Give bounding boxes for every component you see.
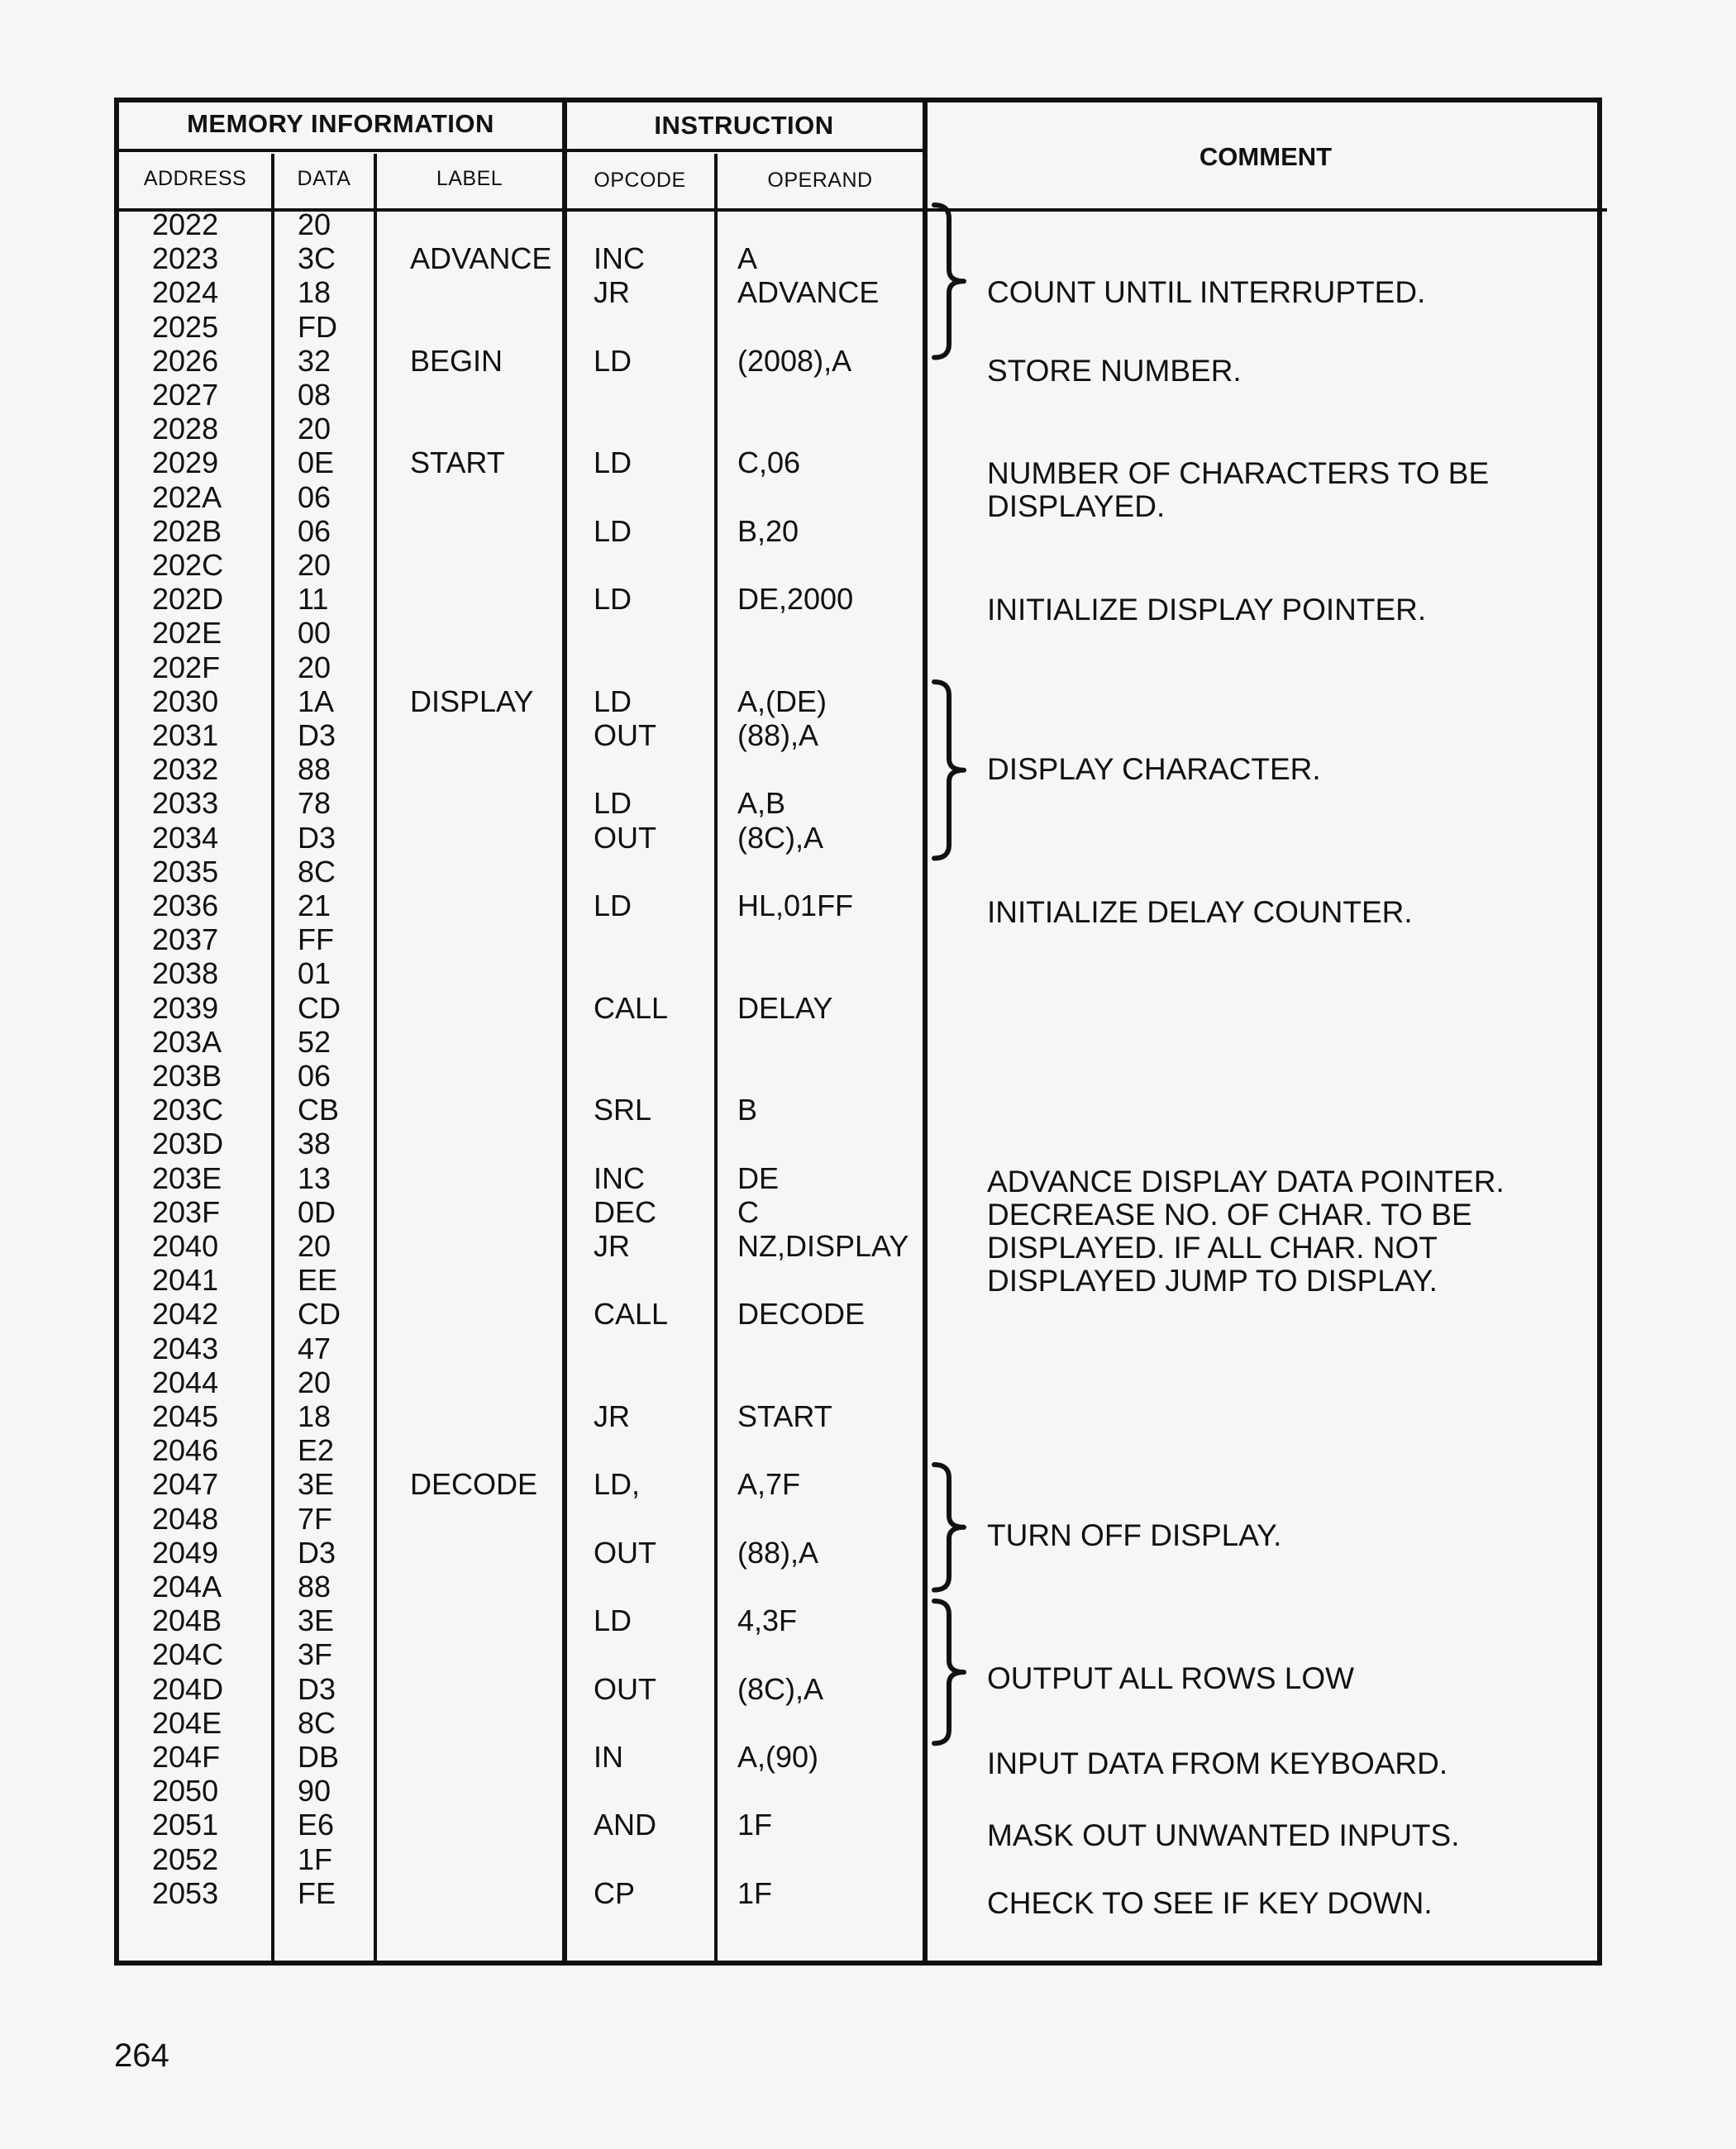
instruction-header: INSTRUCTION bbox=[654, 111, 834, 140]
label-cell: BEGIN bbox=[410, 343, 503, 378]
opcode-cell: INC bbox=[594, 1160, 645, 1195]
opcode-cell: IN bbox=[594, 1740, 623, 1774]
brace-mark bbox=[931, 1598, 972, 1746]
comment-header: COMMENT bbox=[1199, 142, 1333, 171]
address-cell: 2037 bbox=[152, 922, 219, 957]
operand-cell: 1F bbox=[737, 1808, 773, 1842]
operand-cell: (88),A bbox=[737, 718, 819, 752]
comment-text: DISPLAY CHARACTER. bbox=[987, 752, 1321, 787]
opcode-cell: CALL bbox=[594, 1297, 669, 1332]
data-column-header: DATA bbox=[297, 167, 351, 190]
opcode-cell: JR bbox=[594, 275, 630, 310]
comment-text: INITIALIZE DELAY COUNTER. bbox=[987, 895, 1413, 930]
opcode-cell: OUT bbox=[594, 1535, 656, 1570]
data-cell: 11 bbox=[298, 582, 329, 617]
data-cell: DB bbox=[298, 1740, 340, 1774]
address-cell: 2040 bbox=[152, 1229, 219, 1263]
operand-cell: A,7F bbox=[737, 1467, 801, 1502]
data-cell: CB bbox=[298, 1093, 340, 1127]
opcode-cell: AND bbox=[594, 1808, 657, 1842]
address-cell: 2035 bbox=[152, 854, 219, 889]
label-cell: START bbox=[410, 446, 505, 480]
data-cell: 88 bbox=[298, 1570, 331, 1603]
opcode-cell: OUT bbox=[594, 820, 656, 855]
address-cell: 204F bbox=[152, 1740, 221, 1774]
address-cell: 2053 bbox=[152, 1875, 219, 1910]
data-cell: FE bbox=[298, 1875, 336, 1910]
operand-cell: A,(DE) bbox=[737, 684, 827, 718]
address-cell: 204C bbox=[152, 1637, 224, 1672]
address-cell: 203D bbox=[152, 1127, 224, 1161]
comment-text: MASK OUT UNWANTED INPUTS. bbox=[987, 1818, 1460, 1852]
address-cell: 2049 bbox=[152, 1535, 219, 1570]
operand-column-header: OPERAND bbox=[767, 169, 873, 192]
address-cell: 203E bbox=[152, 1160, 222, 1195]
data-cell: 8C bbox=[298, 1705, 336, 1740]
address-cell: 204D bbox=[152, 1671, 224, 1706]
data-cell: 08 bbox=[298, 378, 331, 412]
data-cell: 18 bbox=[298, 1399, 331, 1433]
address-data-divider bbox=[271, 154, 274, 1962]
data-cell: 20 bbox=[298, 650, 331, 684]
data-cell: D3 bbox=[298, 718, 336, 752]
data-cell: 20 bbox=[298, 412, 331, 446]
address-cell: 202D bbox=[152, 582, 224, 617]
address-cell: 2042 bbox=[152, 1297, 219, 1332]
data-cell: 3F bbox=[298, 1637, 333, 1672]
address-cell: 2032 bbox=[152, 752, 219, 787]
address-cell: 202F bbox=[152, 650, 221, 684]
data-cell: 20 bbox=[298, 1365, 331, 1399]
opcode-cell: INC bbox=[594, 241, 645, 276]
comment-text: NUMBER OF CHARACTERS TO BE bbox=[987, 455, 1490, 490]
data-cell: FF bbox=[298, 922, 334, 957]
data-cell: 21 bbox=[298, 889, 331, 922]
operand-cell: (88),A bbox=[737, 1535, 819, 1570]
opcode-cell: LD bbox=[594, 513, 632, 548]
operand-cell: ADVANCE bbox=[737, 275, 880, 310]
opcode-cell: LD, bbox=[594, 1467, 641, 1502]
comment-text: DECREASE NO. OF CHAR. TO BE bbox=[987, 1197, 1472, 1232]
comment-text: DISPLAYED. bbox=[987, 488, 1166, 523]
operand-cell: DE,2000 bbox=[737, 582, 854, 617]
data-cell: 8C bbox=[298, 854, 336, 889]
data-cell: CD bbox=[298, 1297, 341, 1332]
operand-cell: 1F bbox=[737, 1875, 773, 1910]
address-cell: 204E bbox=[152, 1705, 222, 1740]
data-cell: CD bbox=[298, 990, 341, 1025]
address-cell: 2025 bbox=[152, 309, 219, 344]
comment-text: STORE NUMBER. bbox=[987, 354, 1242, 388]
comment-text: CHECK TO SEE IF KEY DOWN. bbox=[987, 1886, 1433, 1921]
data-cell: 3E bbox=[298, 1603, 335, 1638]
address-cell: 2022 bbox=[152, 207, 219, 241]
instruction-comment-divider bbox=[923, 102, 928, 1962]
data-cell: 06 bbox=[298, 479, 331, 514]
data-cell: 88 bbox=[298, 752, 331, 787]
data-cell: D3 bbox=[298, 1535, 336, 1570]
operand-cell: B bbox=[737, 1093, 758, 1127]
address-cell: 2044 bbox=[152, 1365, 219, 1399]
operand-cell: C,06 bbox=[737, 446, 801, 480]
address-cell: 2027 bbox=[152, 378, 219, 412]
data-cell: 00 bbox=[298, 616, 331, 650]
address-cell: 2033 bbox=[152, 786, 219, 821]
address-cell: 2031 bbox=[152, 718, 219, 752]
opcode-cell: LD bbox=[594, 786, 632, 821]
operand-cell: A,B bbox=[737, 786, 786, 821]
program-listing-table bbox=[114, 98, 1602, 1966]
label-cell: ADVANCE bbox=[410, 241, 552, 276]
comment-text: DISPLAYED JUMP TO DISPLAY. bbox=[987, 1263, 1438, 1298]
operand-cell: START bbox=[737, 1399, 832, 1433]
opcode-column-header: OPCODE bbox=[594, 169, 686, 192]
address-cell: 2046 bbox=[152, 1433, 219, 1468]
opcode-cell: JR bbox=[594, 1399, 630, 1433]
opcode-cell: DEC bbox=[594, 1194, 657, 1229]
data-cell: 06 bbox=[298, 1059, 331, 1093]
address-cell: 2041 bbox=[152, 1263, 219, 1298]
data-cell: 13 bbox=[298, 1160, 331, 1195]
opcode-cell: OUT bbox=[594, 718, 656, 752]
comment-text: ADVANCE DISPLAY DATA POINTER. bbox=[987, 1164, 1505, 1198]
operand-cell: C bbox=[737, 1194, 759, 1229]
address-cell: 2039 bbox=[152, 990, 219, 1025]
label-cell: DECODE bbox=[410, 1467, 538, 1502]
comment-text: INPUT DATA FROM KEYBOARD. bbox=[987, 1746, 1448, 1781]
opcode-cell: CALL bbox=[594, 990, 669, 1025]
address-cell: 2026 bbox=[152, 343, 219, 378]
data-cell: 20 bbox=[298, 207, 331, 241]
opcode-cell: OUT bbox=[594, 1671, 656, 1706]
data-cell: 06 bbox=[298, 513, 331, 548]
address-cell: 202E bbox=[152, 616, 222, 650]
operand-cell: DECODE bbox=[737, 1297, 866, 1332]
memory-instruction-divider bbox=[562, 102, 567, 1962]
address-cell: 2051 bbox=[152, 1808, 219, 1842]
opcode-cell: LD bbox=[594, 582, 632, 617]
data-cell: FD bbox=[298, 309, 337, 344]
data-cell: 0D bbox=[298, 1194, 336, 1229]
operand-cell: HL,01FF bbox=[737, 889, 854, 922]
address-cell: 203F bbox=[152, 1194, 221, 1229]
data-cell: 1F bbox=[298, 1842, 333, 1876]
data-cell: 32 bbox=[298, 343, 331, 378]
operand-cell: A,(90) bbox=[737, 1740, 819, 1774]
data-cell: 7F bbox=[298, 1501, 333, 1536]
address-cell: 2052 bbox=[152, 1842, 219, 1876]
data-cell: 3C bbox=[298, 241, 336, 276]
operand-cell: DELAY bbox=[737, 990, 833, 1025]
brace-mark bbox=[931, 679, 972, 861]
address-cell: 2034 bbox=[152, 820, 219, 855]
address-cell: 2038 bbox=[152, 956, 219, 991]
header-group-rule bbox=[119, 149, 926, 152]
data-cell: 1A bbox=[298, 684, 335, 718]
header-bottom-rule bbox=[119, 208, 1607, 212]
data-cell: 47 bbox=[298, 1331, 331, 1365]
address-column-header: ADDRESS bbox=[143, 167, 247, 190]
data-cell: 3E bbox=[298, 1467, 335, 1502]
opcode-cell: LD bbox=[594, 446, 632, 480]
comment-text: INITIALIZE DISPLAY POINTER. bbox=[987, 592, 1427, 627]
opcode-operand-divider bbox=[714, 154, 718, 1962]
address-cell: 204B bbox=[152, 1603, 222, 1638]
data-cell: EE bbox=[298, 1263, 338, 1298]
data-cell: D3 bbox=[298, 1671, 336, 1706]
data-cell: 52 bbox=[298, 1024, 331, 1059]
operand-cell: (8C),A bbox=[737, 1671, 824, 1706]
brace-mark bbox=[931, 202, 972, 361]
comment-text: TURN OFF DISPLAY. bbox=[987, 1518, 1282, 1553]
data-cell: 01 bbox=[298, 956, 331, 991]
data-cell: D3 bbox=[298, 820, 336, 855]
operand-cell: DE bbox=[737, 1160, 780, 1195]
data-label-divider bbox=[374, 154, 377, 1962]
comment-text: DISPLAYED. IF ALL CHAR. NOT bbox=[987, 1230, 1438, 1265]
operand-cell: (2008),A bbox=[737, 343, 852, 378]
address-cell: 2028 bbox=[152, 412, 219, 446]
label-cell: DISPLAY bbox=[410, 684, 534, 718]
address-cell: 203A bbox=[152, 1024, 222, 1059]
page-number: 264 bbox=[114, 2037, 169, 2074]
comment-text: OUTPUT ALL ROWS LOW bbox=[987, 1661, 1355, 1696]
data-cell: 90 bbox=[298, 1774, 331, 1808]
address-cell: 2050 bbox=[152, 1774, 219, 1808]
address-cell: 203C bbox=[152, 1093, 224, 1127]
comment-text: COUNT UNTIL INTERRUPTED. bbox=[987, 275, 1426, 310]
address-cell: 2043 bbox=[152, 1331, 219, 1365]
address-cell: 202C bbox=[152, 548, 224, 582]
data-cell: 20 bbox=[298, 1229, 331, 1263]
opcode-cell: LD bbox=[594, 343, 632, 378]
opcode-cell: CP bbox=[594, 1875, 636, 1910]
opcode-cell: LD bbox=[594, 1603, 632, 1638]
opcode-cell: SRL bbox=[594, 1093, 652, 1127]
address-cell: 203B bbox=[152, 1059, 222, 1093]
data-cell: 18 bbox=[298, 275, 331, 310]
address-cell: 2029 bbox=[152, 446, 219, 480]
label-column-header: LABEL bbox=[436, 167, 503, 190]
address-cell: 2045 bbox=[152, 1399, 219, 1433]
opcode-cell: JR bbox=[594, 1229, 630, 1263]
operand-cell: A bbox=[737, 241, 758, 276]
data-cell: 0E bbox=[298, 446, 335, 480]
address-cell: 2047 bbox=[152, 1467, 219, 1502]
opcode-cell: LD bbox=[594, 889, 632, 922]
data-cell: 78 bbox=[298, 786, 331, 821]
operand-cell: NZ,DISPLAY bbox=[737, 1229, 909, 1263]
address-cell: 202B bbox=[152, 513, 222, 548]
address-cell: 2030 bbox=[152, 684, 219, 718]
operand-cell: B,20 bbox=[737, 513, 799, 548]
operand-cell: 4,3F bbox=[737, 1603, 798, 1638]
address-cell: 204A bbox=[152, 1570, 222, 1603]
data-cell: E6 bbox=[298, 1808, 335, 1842]
address-cell: 2024 bbox=[152, 275, 219, 310]
operand-cell: (8C),A bbox=[737, 820, 824, 855]
address-cell: 2036 bbox=[152, 889, 219, 922]
address-cell: 202A bbox=[152, 479, 222, 514]
address-cell: 2048 bbox=[152, 1501, 219, 1536]
data-cell: 38 bbox=[298, 1127, 331, 1161]
data-cell: 20 bbox=[298, 548, 331, 582]
brace-mark bbox=[931, 1461, 972, 1594]
data-cell: E2 bbox=[298, 1433, 335, 1468]
opcode-cell: LD bbox=[594, 684, 632, 718]
address-cell: 2023 bbox=[152, 241, 219, 276]
memory-information-header: MEMORY INFORMATION bbox=[187, 109, 494, 138]
